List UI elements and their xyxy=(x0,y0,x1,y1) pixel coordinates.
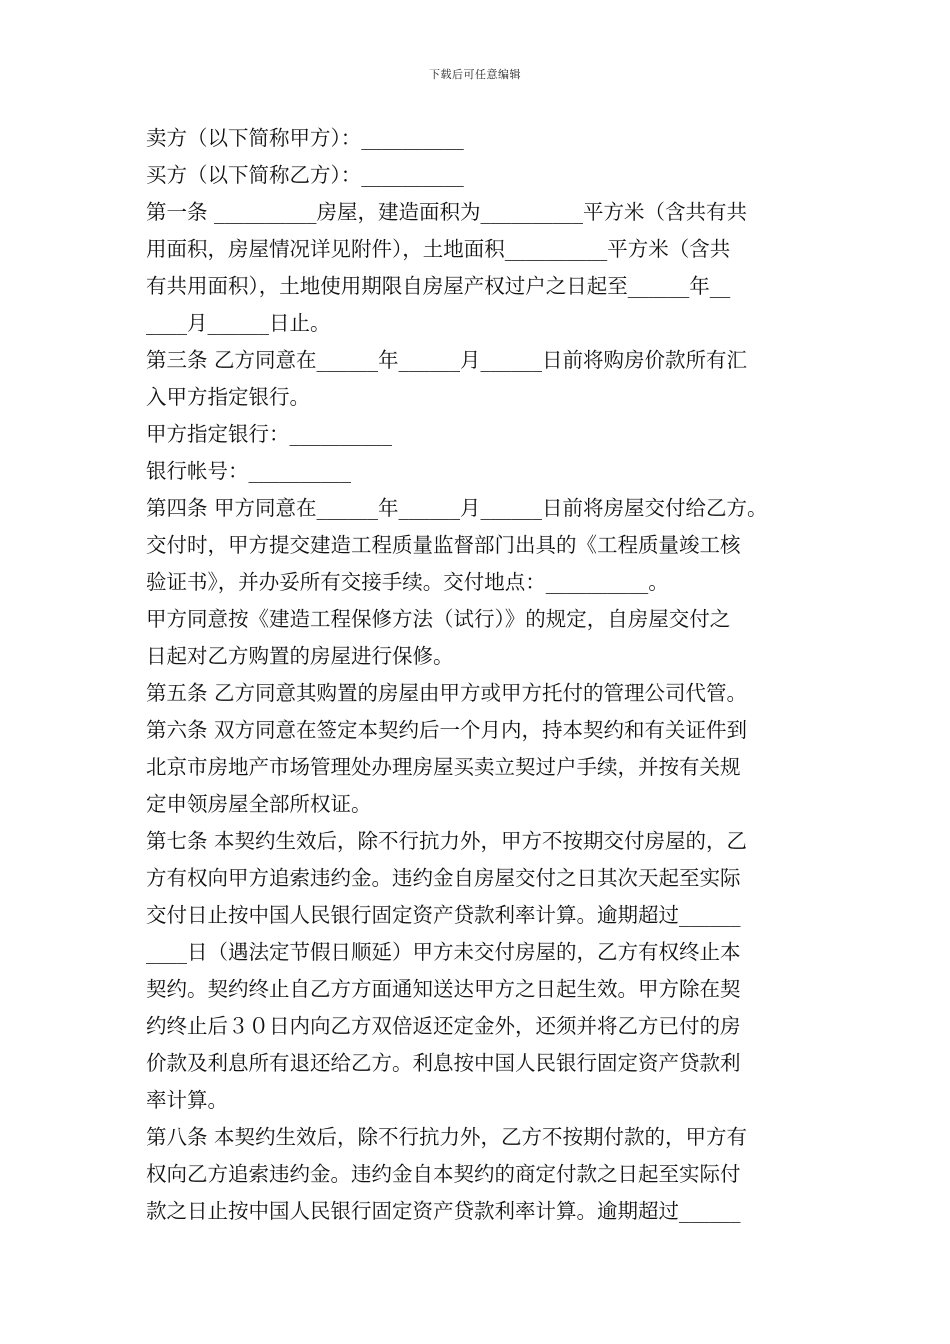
contract-body xyxy=(146,120,816,1230)
text-line: 日起对乙方购置的房屋进行保修。 xyxy=(146,644,454,668)
text-line: 卖方（以下简称甲方）：__________ xyxy=(146,126,464,150)
text-line: 率计算。 xyxy=(146,1088,228,1112)
text-line: 定申领房屋全部所权证。 xyxy=(146,792,372,816)
text-line: 甲方指定银行：__________ xyxy=(146,422,392,446)
text-line: 北京市房地产市场管理处办理房屋买卖立契过户手续，并按有关规 xyxy=(146,755,741,779)
text-line: ____月______日止。 xyxy=(146,311,331,335)
text-line: 第五条 乙方同意其购置的房屋由甲方或甲方托付的管理公司代管。 xyxy=(146,681,748,705)
text-line: 买方（以下简称乙方）：__________ xyxy=(146,163,464,187)
text-line: 权向乙方追索违约金。违约金自本契约的商定付款之日起至实际付 xyxy=(146,1162,741,1186)
text-line: 第三条 乙方同意在______年______月______日前将购房价款所有汇 xyxy=(146,348,748,372)
text-line: 入甲方指定银行。 xyxy=(146,385,310,409)
text-line: 第六条 双方同意在签定本契约后一个月内，持本契约和有关证件到 xyxy=(146,718,748,742)
text-line: 契约。契约终止自乙方方面通知送达甲方之日起生效。甲方除在契 xyxy=(146,977,741,1001)
text-line: 第四条 甲方同意在______年______月______日前将房屋交付给乙方。 xyxy=(146,496,768,520)
text-line: 甲方同意按《建造工程保修方法（试行）》的规定，自房屋交付之 xyxy=(146,607,731,631)
text-line: 第一条 __________房屋，建造面积为__________平方米（含共有共 xyxy=(146,200,748,224)
text-line: 用面积，房屋情况详见附件），土地面积__________平方米（含共 xyxy=(146,237,731,261)
text-line: 交付时，甲方提交建造工程质量监督部门出具的《工程质量竣工核 xyxy=(146,533,741,557)
text-line: ____日（遇法定节假日顺延）甲方未交付房屋的，乙方有权终止本 xyxy=(146,940,741,964)
text-line: 约终止后３０日内向乙方双倍返还定金外，还须并将乙方已付的房 xyxy=(146,1014,741,1038)
text-line: 第七条 本契约生效后，除不行抗力外，甲方不按期交付房屋的，乙 xyxy=(146,829,748,853)
header-note: 下载后可任意编辑 xyxy=(429,68,521,81)
text-line: 验证书》，并办妥所有交接手续。交付地点：__________。 xyxy=(146,570,669,594)
text-line: 银行帐号：__________ xyxy=(146,459,351,483)
text-line: 价款及利息所有退还给乙方。利息按中国人民银行固定资产贷款利 xyxy=(146,1051,741,1075)
text-line: 交付日止按中国人民银行固定资产贷款利率计算。逾期超过______ xyxy=(146,903,741,927)
text-line: 方有权向甲方追索违约金。违约金自房屋交付之日其次天起至实际 xyxy=(146,866,741,890)
text-line: 款之日止按中国人民银行固定资产贷款利率计算。逾期超过______ xyxy=(146,1199,741,1223)
text-line: 第八条 本契约生效后，除不行抗力外，乙方不按期付款的，甲方有 xyxy=(146,1125,748,1149)
text-line: 有共用面积），土地使用期限自房屋产权过户之日起至______年__ xyxy=(146,274,731,298)
